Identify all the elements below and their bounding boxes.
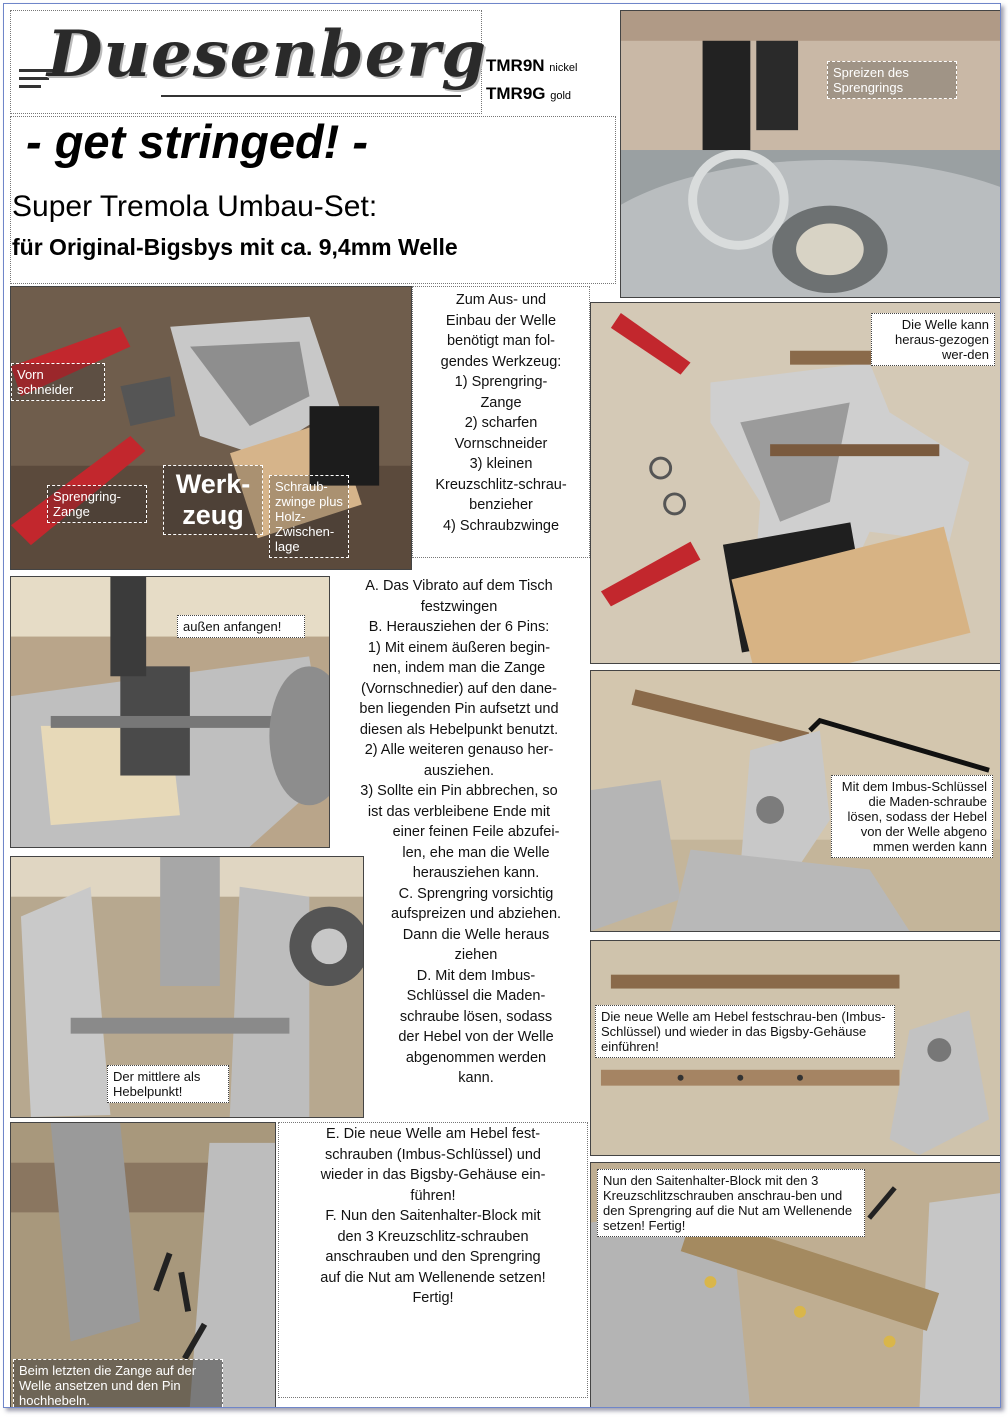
model-nickel — [486, 56, 626, 76]
text-line: festzwingen — [420, 598, 498, 615]
text-line: auf die Nut am Wellenende setzen! — [320, 1269, 546, 1286]
model-gold — [486, 84, 626, 104]
logo-text: Duesenberg — [47, 17, 487, 92]
caption-spreizen: Spreizen des Sprengrings — [827, 61, 957, 99]
text-line: diesen als Hebelpunkt benutzt. — [359, 721, 559, 738]
text-line: gendes Werkzeug: — [440, 353, 562, 370]
text-line: 2) Alle weiteren genauso her- — [364, 742, 554, 758]
steps-text-a — [330, 576, 588, 822]
text-line: Zum Aus- und — [455, 292, 547, 308]
text-line: kann. — [458, 1070, 494, 1086]
text-line: C. Sprengring vorsichtig — [398, 885, 554, 902]
text-line: ziehen — [454, 947, 498, 963]
photo-saitenhalter — [590, 1162, 1001, 1408]
caption-werkzeug: Werk-zeug — [163, 465, 263, 535]
text-line: ist das verbleibene Ende mit — [367, 803, 551, 820]
caption-aussen-anfangen: außen anfangen! — [177, 615, 305, 638]
caption-sprengring-zange: Sprengring-Zange — [47, 485, 147, 523]
text-line: den 3 Kreuzschlitz-schrauben — [337, 1228, 529, 1245]
caption-imbus: Mit dem Imbus-Schlüssel die Maden-schraube lösen, sodass der Hebel von der Welle abgeno mmen werden kann — [831, 775, 993, 858]
steps-text-c — [280, 1124, 586, 1309]
photo-welle-herausgezogen — [590, 302, 1001, 664]
text-line: 3) Sollte ein Pin abbrechen, so — [360, 783, 558, 799]
text-line: benötigt man fol- — [446, 333, 555, 349]
steps-text-b — [364, 822, 588, 1089]
photo-letzter — [10, 1122, 276, 1408]
text-line: F. Nun den Saitenhalter-Block mit — [325, 1208, 541, 1224]
text-line: 2) scharfen — [464, 415, 538, 431]
text-line: Einbau der Welle — [445, 312, 557, 329]
model-finish: nickel — [549, 62, 578, 74]
photo-imbus — [590, 670, 1001, 932]
caption-vornschneider: Vorn schneider — [11, 363, 105, 401]
text-line: Fertig! — [412, 1290, 454, 1306]
model-code: TMR9N — [486, 56, 545, 75]
page-subtitle: für Original-Bigsbys mit ca. 9,4mm Welle — [12, 234, 458, 260]
text-line: aufspreizen und abziehen. — [390, 906, 562, 922]
text-line: anschrauben und den Sprengring — [325, 1249, 541, 1265]
text-line: benzieher — [469, 497, 533, 513]
photo-mittlere — [10, 856, 364, 1118]
photo-spreizen — [620, 10, 1001, 298]
text-line: der Hebel von der Welle — [398, 1029, 554, 1045]
page-frame — [3, 3, 1001, 1408]
text-line: (Vornschnedier) auf den dane- — [361, 680, 557, 697]
text-line: Dann die Welle heraus — [402, 926, 550, 943]
tools-text — [414, 290, 588, 536]
photo-neue-welle — [590, 940, 1001, 1156]
page-title: Super Tremola Umbau-Set: — [12, 190, 378, 223]
text-line: 3) kleinen — [469, 456, 533, 472]
text-line: führen! — [410, 1187, 456, 1204]
photo-aussen-anfangen — [10, 576, 330, 848]
model-finish: gold — [550, 90, 572, 102]
text-line: A. Das Vibrato auf dem Tisch — [365, 578, 553, 594]
text-line: Vornschneider — [454, 435, 548, 452]
text-line: 1) Sprengring- — [454, 374, 548, 390]
caption-saitenhalter: Nun den Saitenhalter-Block mit den 3 Kreuzschlitzschrauben anschrau-ben und den Sprengring auf die Nut am Wellenende setzen! Fertig! — [597, 1169, 865, 1237]
caption-welle-herausgezogen: Die Welle kann heraus-gezogen wer-den — [871, 313, 995, 366]
text-line: schraube lösen, sodass — [399, 1008, 553, 1025]
text-line: ausziehen. — [423, 762, 495, 779]
text-line: D. Mit dem Imbus- — [416, 967, 536, 984]
text-line: B. Herausziehen der 6 Pins: — [368, 619, 550, 635]
caption-schraubzwinge: Schraub-zwinge plus Holz-Zwischen-lage — [269, 475, 349, 558]
text-line: Schlüssel die Maden- — [406, 988, 546, 1004]
text-line: nen, indem man die Zange — [372, 660, 546, 676]
text-line: len, ehe man die Welle — [402, 844, 550, 861]
duesenberg-logo — [10, 10, 487, 114]
caption-mittlere: Der mittlere als Hebelpunkt! — [107, 1065, 229, 1103]
text-line: einer feinen Feile abzufei- — [392, 824, 560, 840]
caption-letzter: Beim letzten die Zange auf der Welle ansetzen und den Pin hochhebeln. — [13, 1359, 223, 1408]
text-line: Zange — [480, 394, 522, 411]
text-line: 4) Schraubzwinge — [442, 517, 560, 534]
text-line: abgenommen werden — [405, 1049, 547, 1066]
model-code: TMR9G — [486, 84, 546, 103]
photo-werkzeug — [10, 286, 412, 570]
text-line: E. Die neue Welle am Hebel fest- — [325, 1126, 541, 1142]
text-line: ben liegenden Pin aufsetzt und — [359, 701, 559, 717]
text-line: 1) Mit einem äußeren begin- — [367, 639, 551, 656]
text-line: herausziehen kann. — [412, 865, 540, 881]
text-line: wieder in das Bigsby-Gehäuse ein- — [320, 1167, 546, 1183]
tagline: - get stringed! - — [26, 115, 369, 168]
text-line: schrauben (Imbus-Schlüssel) und — [325, 1146, 541, 1163]
text-line: Kreuzschlitz-schrau- — [435, 476, 567, 493]
caption-neue-welle: Die neue Welle am Hebel festschrau-ben (Imbus-Schlüssel) und wieder in das Bigsby-Gehäuse einführen! — [595, 1005, 895, 1058]
